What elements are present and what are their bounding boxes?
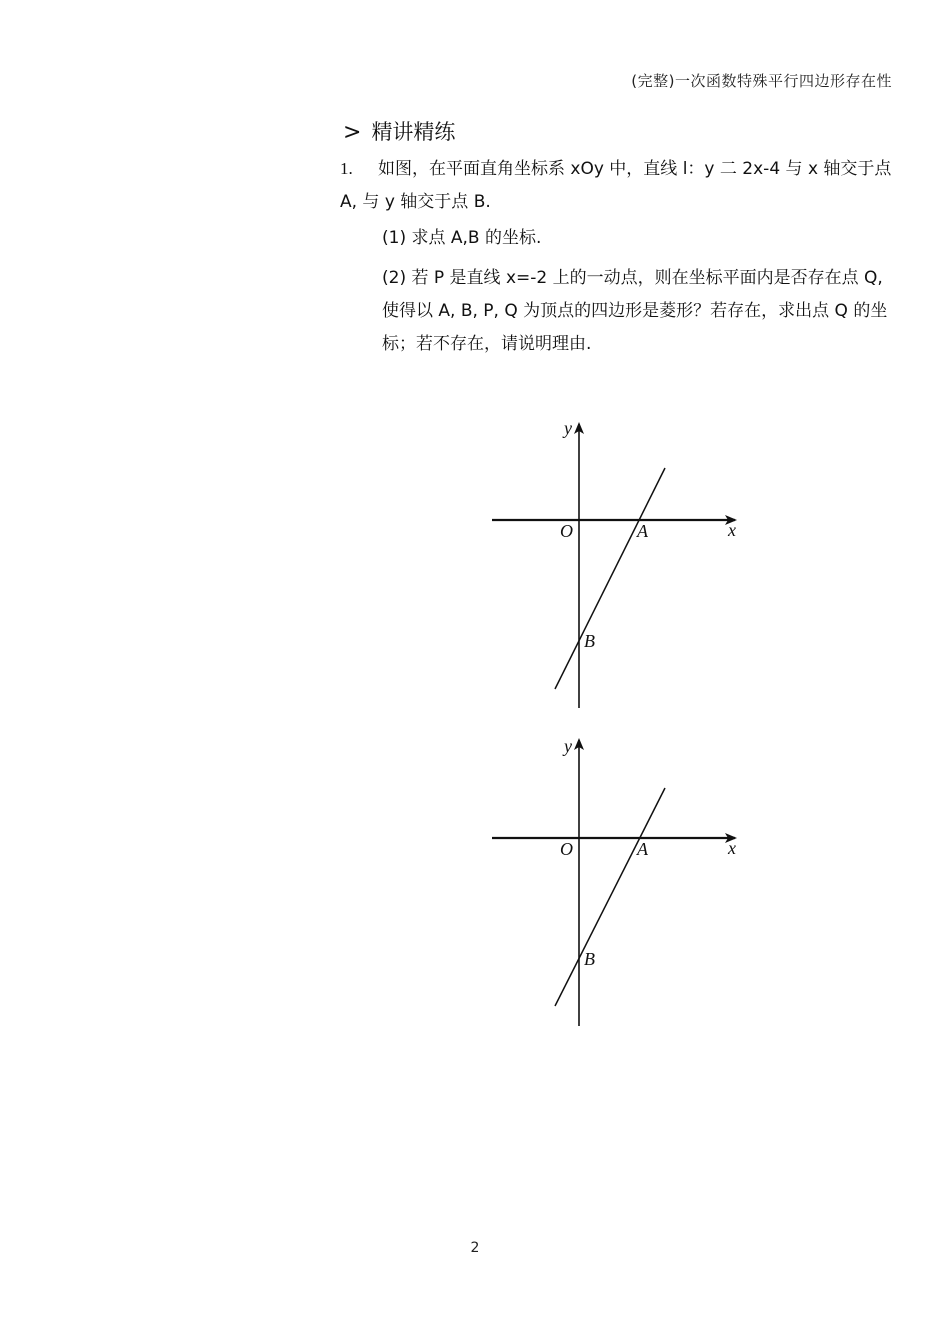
coordinate-figure-1-svg xyxy=(480,412,750,712)
x-axis-label: x xyxy=(728,520,736,540)
line-l xyxy=(555,788,665,1006)
page-number: 2 xyxy=(470,1240,480,1256)
point-a-label: A xyxy=(637,521,648,541)
problem-part-1: (1) 求点 A,B 的坐标. xyxy=(382,228,542,248)
point-a-label: A xyxy=(637,839,648,859)
coordinate-figure-1 xyxy=(480,412,750,712)
y-axis-label: y xyxy=(564,736,572,756)
point-b-label: B xyxy=(584,949,595,969)
y-axis-label: y xyxy=(564,418,572,438)
coordinate-figure-2-svg xyxy=(480,732,750,1032)
problem-number: 1. xyxy=(340,159,353,178)
problem-stem-text: 如图，在平面直角坐标系 xOy 中，直线 l：y 二 2x-4 与 x 轴交于点 A, 与 y 轴交于点 B. xyxy=(340,159,892,212)
origin-label: O xyxy=(560,521,573,541)
point-b-label: B xyxy=(584,631,595,651)
coordinate-figure-2 xyxy=(480,732,750,1032)
problem-part-2: (2) 若 P 是直线 x=-2 上的一动点，则在坐标平面内是否存在点 Q, 使得以 A, B, P, Q 为顶点的四边形是菱形？若存在，求出点 Q 的坐标；若不存在，请说明理由. xyxy=(382,268,888,354)
section-title xyxy=(343,116,455,146)
problem-stem xyxy=(340,152,900,219)
line-l xyxy=(555,468,665,689)
section-arrow-icon: > xyxy=(343,120,362,145)
x-axis-label: x xyxy=(728,838,736,858)
running-header: (完整)一次函数特殊平行四边形存在性 xyxy=(631,72,892,90)
origin-label: O xyxy=(560,839,573,859)
section-title-text: 精讲精练 xyxy=(371,120,456,144)
